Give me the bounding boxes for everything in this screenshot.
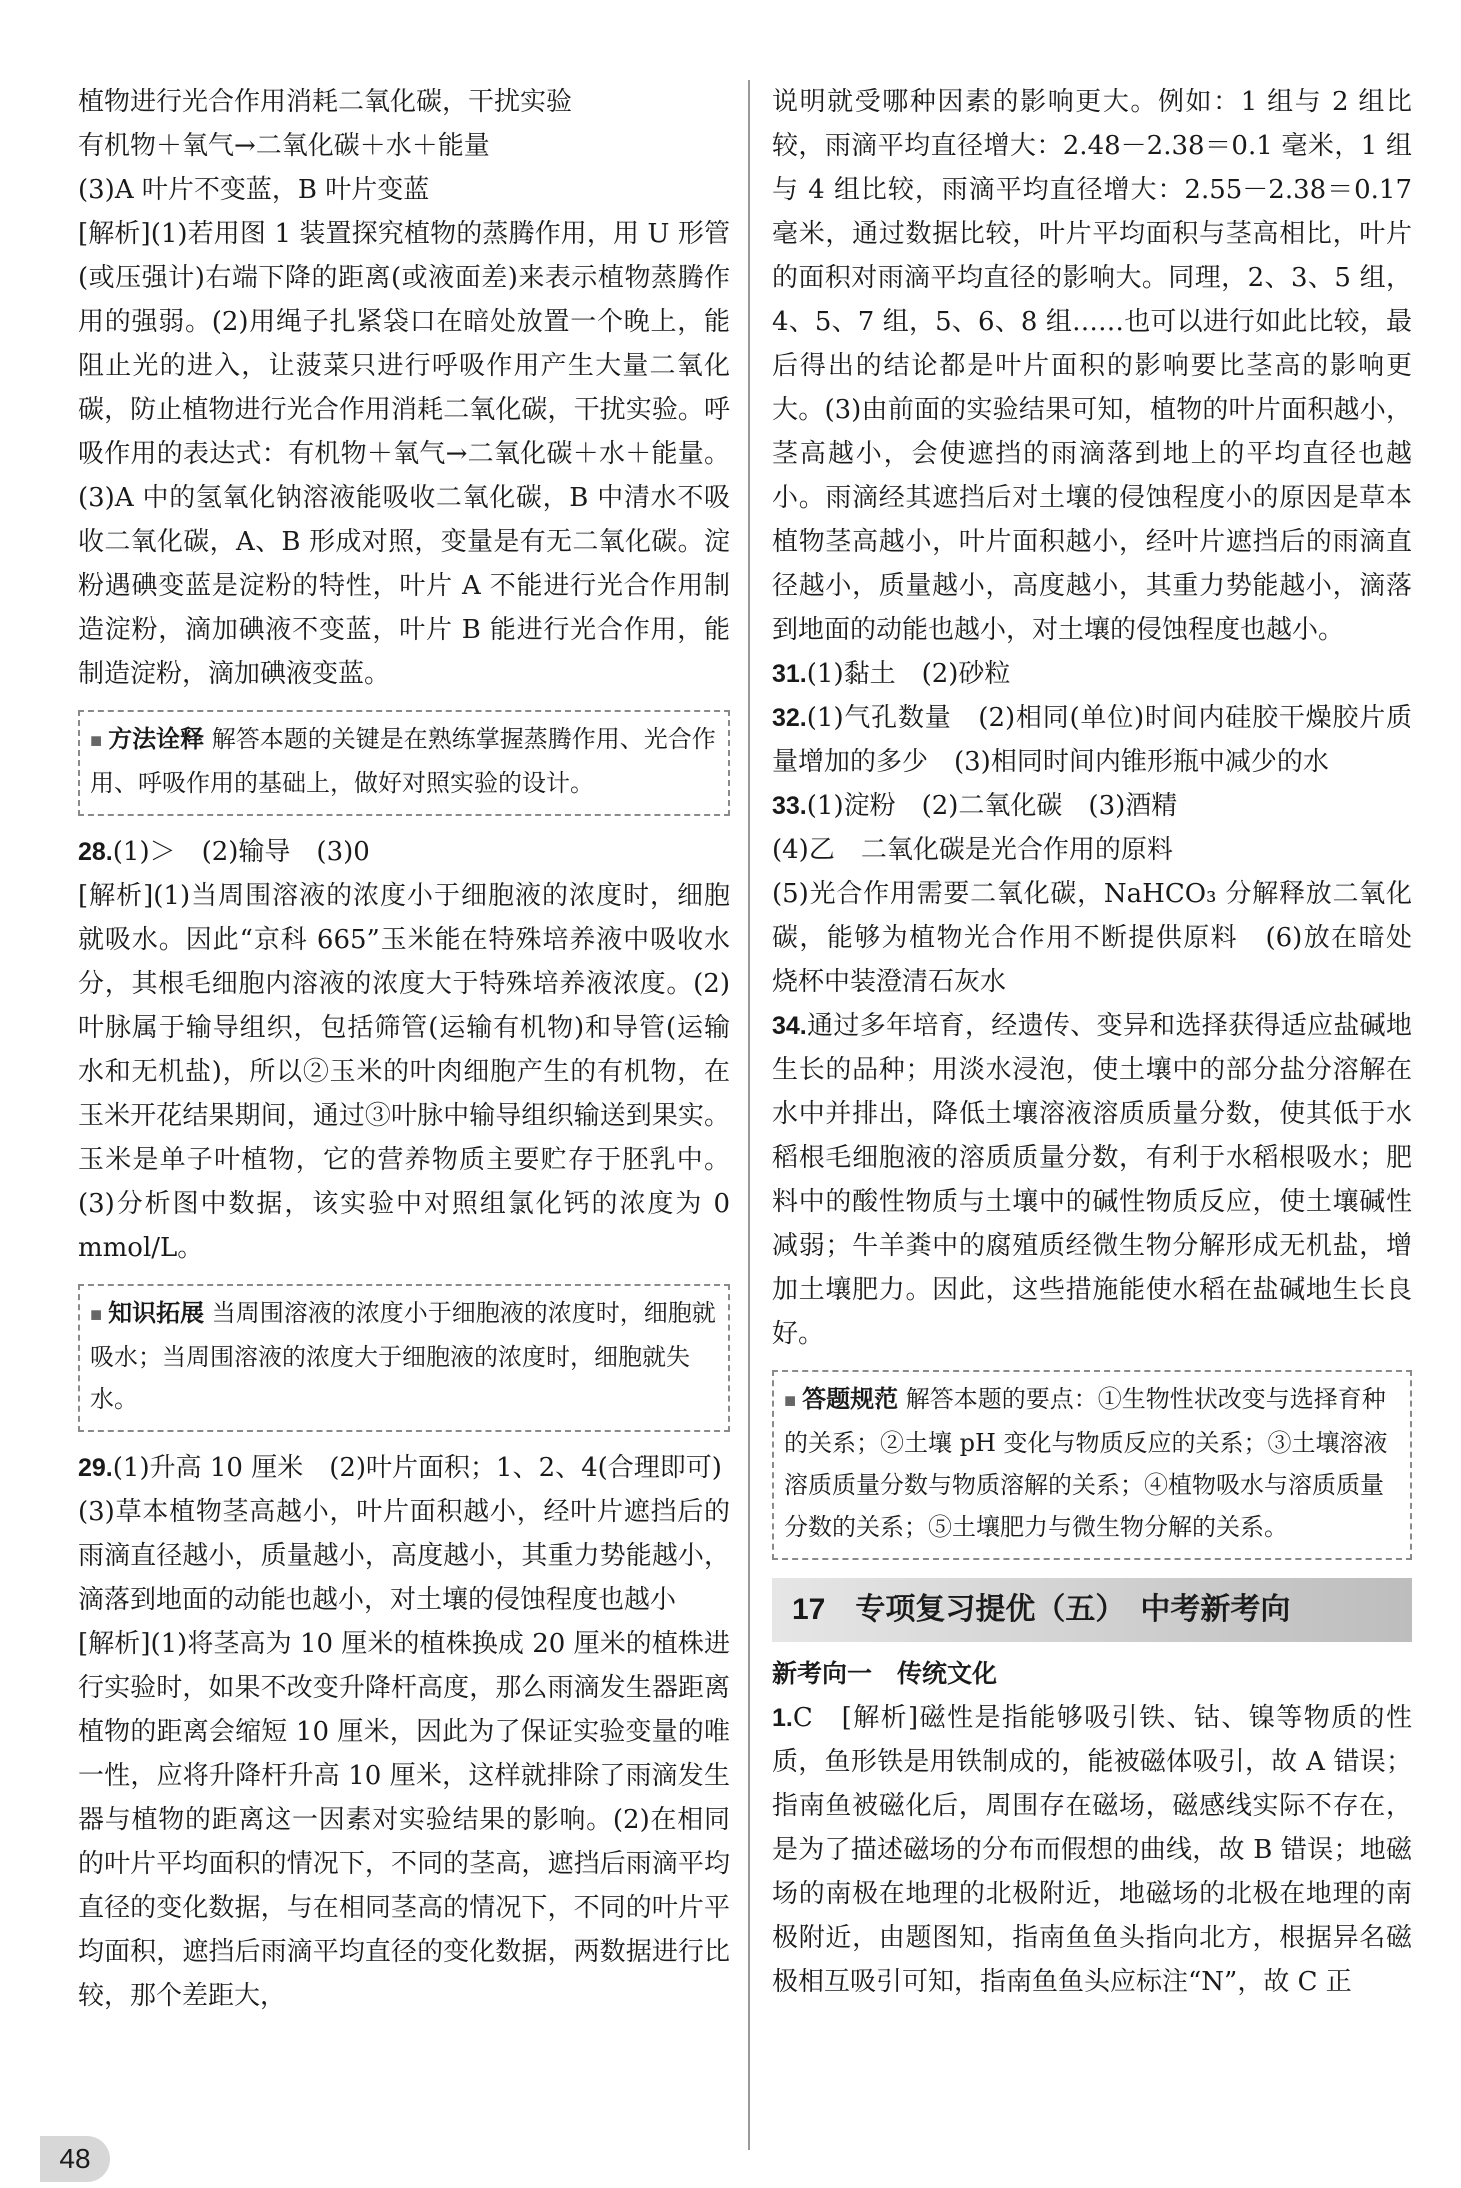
subheading: 新考向一 传统文化 [772,1660,998,1688]
analysis-paragraph: [解析](1)若用图 1 装置探究植物的蒸腾作用，用 U 形管(或压强计)右端下降的距离(或液面差)来表示植物蒸腾作用的强弱。(2)用绳子扎紧袋口在暗处放置一个晚上，能阻止光的进入，让菠菜只进行呼吸作用产生大量二氧化碳，防止植物进行光合作用消耗二氧化碳，干扰实验。呼吸作用的表达式：有机物＋氧气→二氧化碳＋水＋能量。(3)A 中的氢氧化钠溶液能吸收二氧化碳，B 中清水不吸收二氧化碳，A、B 形成对照，变量是有无二氧化碳。淀粉遇碘变蓝是淀粉的特性，叶片 A 不能进行光合作用制造淀粉，滴加碘液不变蓝，叶片 B 能进行光合作用，能制造淀粉，滴加碘液变蓝。 [78,219,730,689]
page-number: 48 [40,2136,110,2182]
question-1 [772,1696,1412,2004]
left-column [78,80,730,2018]
note-text: 解答本题的要点：①生物性状改变与选择育种的关系；②土壤 pH 变化与物质反应的关系；③土壤溶液溶质质量分数与物质溶解的关系；④植物吸水与溶质质量分数的关系；⑤土壤肥力与微生物分解的关系。 [784,1385,1388,1541]
note-text: 当周围溶液的浓度小于细胞液的浓度时，细胞就吸水；当周围溶液的浓度大于细胞液的浓度时，细胞就失水。 [90,1299,716,1413]
question-29 [78,1446,730,1490]
method-note-box [78,710,730,816]
answer-line: (5)光合作用需要二氧化碳，NaHCO₃ 分解释放二氧化碳，能够为植物光合作用不断提供原料 (6)放在暗处 烧杯中装澄清石灰水 [772,879,1439,997]
section-banner: 17 专项复习提优（五） 中考新考向 [772,1578,1412,1642]
analysis-paragraph: [解析](1)当周围溶液的浓度小于细胞液的浓度时，细胞就吸水。因此“京科 665”玉米能在特殊培养液中吸收水分，其根毛细胞内溶液的浓度大于特殊培养液浓度。(2)叶脉属于输导组织，包括筛管(运输有机物)和导管(运输水和无机盐)，所以②玉米的叶肉细胞产生的有机物，在玉米开花结果期间，通过③叶脉中输导组织输送到果实。玉米是单子叶植物，它的营养物质主要贮存于胚乳中。(3)分析图中数据，该实验中对照组氯化钙的浓度为 0 mmol/L。 [78,881,730,1263]
text-line: (3)A 叶片不变蓝，B 叶片变蓝 [78,175,430,205]
question-33 [772,784,1412,828]
question-number: 33. [772,792,807,820]
column-divider [748,80,750,2150]
answer-line: (4)乙 二氧化碳是光合作用的原料 [772,835,1173,865]
knowledge-note-box [78,1284,730,1432]
question-number: 28. [78,838,113,866]
note-title: ■ 知识拓展 [90,1300,204,1327]
answer: (1)升高 10 厘米 (2)叶片面积；1、2、4(合理即可) [112,1453,722,1483]
analysis-paragraph: [解析](1)将茎高为 10 厘米的植株换成 20 厘米的植株进行实验时，如果不改变升降杆高度，那么雨滴发生器距离植物的距离会缩短 10 厘米，因此为了保证实验变量的唯一性，应将升降杆升高 10 厘米，这样就排除了雨滴发生器与植物的距离这一因素对实验结果的影响。(2)在相同的叶片平均面积的情况下，不同的茎高，遮挡后雨滴平均直径的变化数据，与在相同茎高的情况下，不同的叶片平均面积，遮挡后雨滴平均直径的变化数据，两数据进行比较，那个差距大， [78,1629,730,2011]
answer: (1)＞ (2)输导 (3)0 [112,837,370,867]
question-number: 32. [772,704,807,732]
answer-line: (3)草本植物茎高越小，叶片面积越小，经叶片遮挡后的雨滴直径越小，质量越小，高度越小，其重力势能越小，滴落到地面的动能也越小，对土壤的侵蚀程度也越小 [78,1497,730,1615]
note-title: ■ 方法诠释 [90,726,204,753]
answer: C [解析]磁性是指能够吸引铁、钴、镍等物质的性质，鱼形铁是用铁制成的，能被磁体吸引，故 A 错误；指南鱼被磁化后，周围存在磁场，磁感线实际不存在，是为了描述磁场的分布而假想的曲线，故 B 错误；地磁场的南极在地理的北极附近，地磁场的北极在地理的南极附近，由题图知，指南鱼鱼头指向北方，根据异名磁极相互吸引可知，指南鱼鱼头应标注“N”，故 C 正 [772,1703,1412,1997]
note-text: 解答本题的关键是在熟练掌握蒸腾作用、光合作用、呼吸作用的基础上，做好对照实验的设计。 [90,725,716,797]
answer: (1)黏土 (2)砂粒 [806,659,1011,689]
question-34 [772,1004,1412,1356]
answer: (1)气孔数量 (2)相同(单位)时间内硅胶干燥胶片质量增加的多少 (3)相同时间内锥形瓶中减少的水 [772,703,1412,777]
question-number: 31. [772,660,807,688]
answer: (1)淀粉 (2)二氧化碳 (3)酒精 [806,791,1178,821]
answer: 通过多年培育，经遗传、变异和选择获得适应盐碱地生长的品种；用淡水浸泡，使土壤中的部分盐分溶解在水中并排出，降低土壤溶液溶质质量分数，使其低于水稻根毛细胞液的溶质质量分数，有利于水稻根吸水；肥料中的酸性物质与土壤中的碱性物质反应，使土壤碱性减弱；牛羊粪中的腐殖质经微生物分解形成无机盐，增加土壤肥力。因此，这些措施能使水稻在盐碱地生长良好。 [772,1011,1412,1349]
question-number: 1. [772,1704,793,1732]
right-column [772,80,1439,2004]
note-title: ■ 答题规范 [784,1386,898,1413]
question-28 [78,830,730,874]
text-line: 植物进行光合作用消耗二氧化碳，干扰实验 [78,87,573,117]
answer-standard-note-box [772,1370,1412,1560]
text-line: 有机物＋氧气→二氧化碳＋水＋能量 [78,131,490,161]
analysis-paragraph: 说明就受哪种因素的影响更大。例如：1 组与 2 组比较，雨滴平均直径增大：2.48－2.38＝0.1 毫米，1 组与 4 组比较，雨滴平均直径增大：2.55－2.38＝0.17 毫米，通过数据比较，叶片平均面积与茎高相比，叶片的面积对雨滴平均直径的影响大。同理，2、3、5 组，4、5、7 组，5、6、8 组……也可以进行如此比较，最后得出的结论都是叶片面积的影响要比茎高的影响更大。(3)由前面的实验结果可知，植物的叶片面积越小，茎高越小，会使遮挡的雨滴落到地上的平均直径也越小。雨滴经其遮挡后对土壤的侵蚀程度小的原因是草本植物茎高越小，叶片面积越小，经叶片遮挡后的雨滴直径越小，质量越小，高度越小，其重力势能越小，滴落到地面的动能也越小，对土壤的侵蚀程度也越小。 [772,87,1412,645]
question-number: 29. [78,1454,113,1482]
question-31 [772,652,1412,696]
question-32 [772,696,1412,784]
question-number: 34. [772,1012,807,1040]
